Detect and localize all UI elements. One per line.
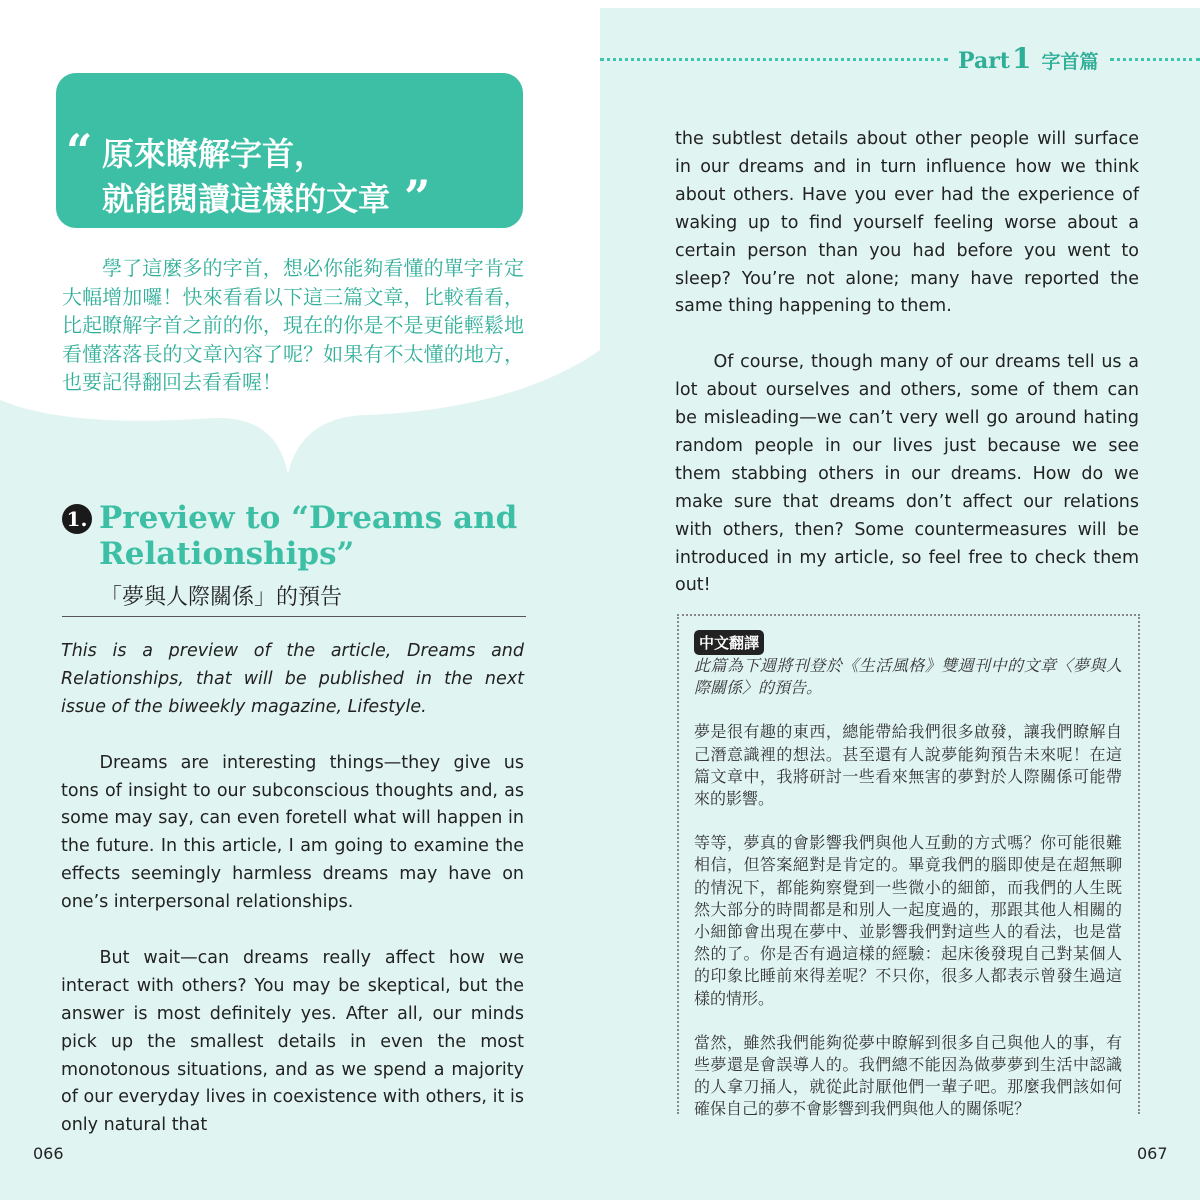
article-paragraph-2: But wait—can dreams really affect how we interact with others? You may be skeptical, but the answer is most definitely yes. After all, our minds pick up the smallest details in even the most monotonous situations, and as we spend a majority of our everyday lives in coexistence with others, it is only natural that [61, 947, 524, 1136]
article-paragraph-1: Dreams are interesting things—they give us tons of insight to our subconscious thoughts and, as some may say, can even foretell what will happen in the future. In this article, I am going to examine the effects seemingly harmless dreams may have on one’s interpersonal relationships. [61, 752, 524, 913]
open-quote-mark: “ [66, 124, 93, 178]
part-header [958, 42, 1098, 75]
translation-tag: 中文翻譯 [694, 630, 764, 655]
header-dotted-rule-left [600, 58, 948, 61]
section-subtitle: 「夢與人際關係」的預告 [100, 585, 343, 610]
section-title: Preview to “Dreams and Relationships” [99, 500, 518, 572]
page-number-left: 066 [33, 1144, 64, 1163]
quote-line-2: 就能閱讀這樣的文章 [102, 180, 391, 218]
translation-paragraph-3: 等等，夢真的會影響我們與他人互動的方式嗎？你可能很難相信，但答案絕對是肯定的。畢竟我們的腦即使是在超無聊的情況下，都能夠察覺到一些微小的細節，而我們的人生既然大部分的時間都是和別人一起度過的，那跟其他人相關的小細節會出現在夢中、並影響我們對這些人的看法，也是當然的了。你是否有過這樣的經驗：起床後發現自己對某個人的印象比睡前來得差呢？不只你，很多人都表示曾發生過這樣的情形。 [694, 833, 1122, 1008]
section-divider [62, 616, 526, 617]
part-title: 字首篇 [1041, 51, 1099, 73]
quote-line-1: 原來瞭解字首， [102, 135, 327, 173]
translation-text [694, 655, 1122, 1121]
article-column-left [61, 638, 524, 1140]
article-paragraph-3: Of course, though many of our dreams tell us a lot about ourselves and others, some of them can be misleading—we can’t very well go around hating random people in our lives just because we see them stabbing others in our dreams. How do we make sure that dreams don’t affect our relations with others, then? Some countermeasures will be introduced in my article, so feel free to check them out! [675, 352, 1139, 596]
part-number: 1 [1011, 42, 1032, 75]
translation-paragraph-1: 此篇為下週將刊登於《生活風格》雙週刊中的文章〈夢與人際關係〉的預告。 [694, 656, 1122, 698]
close-quote-mark: ” [404, 170, 431, 224]
translation-paragraph-2: 夢是很有趣的東西，總能帶給我們很多啟發，讓我們瞭解自己潛意識裡的想法。甚至還有人說夢能夠預告未來呢！在這篇文章中，我將研討一些看來無害的夢對於人際關係可能帶來的影響。 [694, 722, 1122, 809]
article-paragraph-2-continued: the subtlest details about other people will surface in our dreams and in turn influence how we think about others. Have you ever had the experience of waking up to find yourself feeling worse about a certain person than you had before you went to sleep? You’re not alone; many have reported the same thing happening to them. [675, 129, 1139, 317]
part-label: Part [958, 48, 1010, 74]
article-column-right [675, 126, 1139, 600]
article-preview-note: This is a preview of the article, Dreams and Relationships, that will be published in the next issue of the biweekly magazine, Lifestyle. [61, 641, 524, 717]
page-number-right: 067 [1137, 1144, 1168, 1163]
header-dotted-rule-right [1110, 58, 1200, 61]
section-number-badge: 1. [62, 504, 92, 534]
intro-paragraph: 學了這麼多的字首，想必你能夠看懂的單字肯定大幅增加囉！快來看看以下這三篇文章，比較看看，比起瞭解字首之前的你，現在的你是不是更能輕鬆地看懂落落長的文章內容了呢？如果有不太懂的地方，也要記得翻回去看看喔！ [62, 256, 524, 394]
translation-paragraph-4: 當然，雖然我們能夠從夢中瞭解到很多自己與他人的事，有些夢還是會誤導人的。我們總不能因為做夢夢到生活中認識的人拿刀捅人，就從此討厭他們一輩子吧。那麼我們該如何確保自己的夢不會影響到我們與他人的關係呢？ [694, 1032, 1122, 1119]
